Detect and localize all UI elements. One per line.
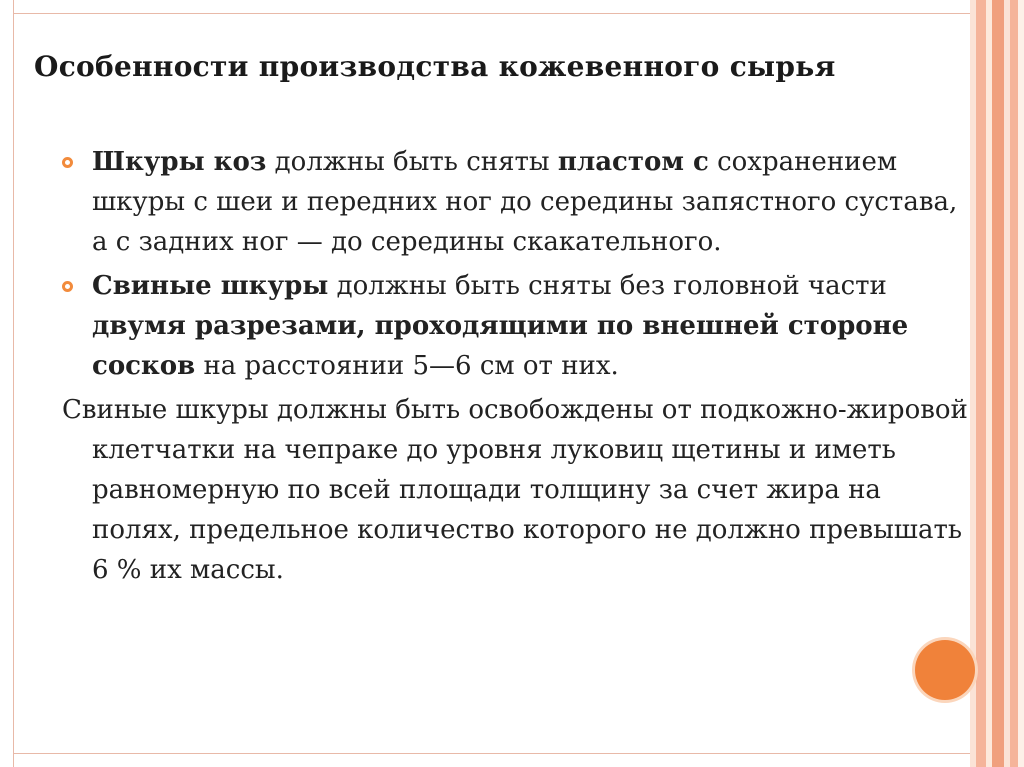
bullet-text-part: двумя разрезами, проходящими по внешней стороне сосков [92, 311, 909, 381]
decorative-stripe [976, 0, 986, 767]
bullet-text-part: Свиные шкуры [92, 271, 329, 301]
slide-frame-left [0, 0, 14, 767]
decorative-orange-circle-icon [915, 640, 975, 700]
bullet-item-goat-skins [62, 142, 974, 262]
decorative-stripe [1010, 0, 1018, 767]
slide-content [62, 142, 974, 590]
decorative-stripes [970, 0, 1024, 767]
bullet-text-part: сохранением шкуры с шеи и передних ног до середины запястного сустава, а с задних ног — до середины скакательного. [92, 147, 958, 257]
bullet-ring-icon [62, 281, 73, 292]
bullet-ring-icon [62, 157, 73, 168]
slide-frame-bottom [14, 753, 970, 767]
slide-frame-top [14, 0, 970, 14]
body-paragraph: Свиные шкуры должны быть освобождены от подкожно-жировой клетчатки на чепраке до уровня луковиц щетины и иметь равномерную по всей площади толщину за счет жира на полях, предельное количество которого не должно превышать 6 % их массы. [62, 395, 968, 585]
decorative-stripe [1018, 0, 1024, 767]
bullet-text-part: на расстоянии 5—6 см от них. [195, 351, 619, 381]
bullet-text-part: должны быть сняты без головной части [328, 271, 887, 301]
bullet-text-part: пластом с [557, 147, 709, 177]
slide-title: Особенности производства кожевенного сырья [34, 50, 836, 83]
bullet-text-part: Шкуры коз [92, 147, 267, 177]
bullet-item-pig-skins [62, 266, 974, 386]
decorative-stripe [992, 0, 1004, 767]
bullet-text-part: должны быть сняты [266, 147, 558, 177]
